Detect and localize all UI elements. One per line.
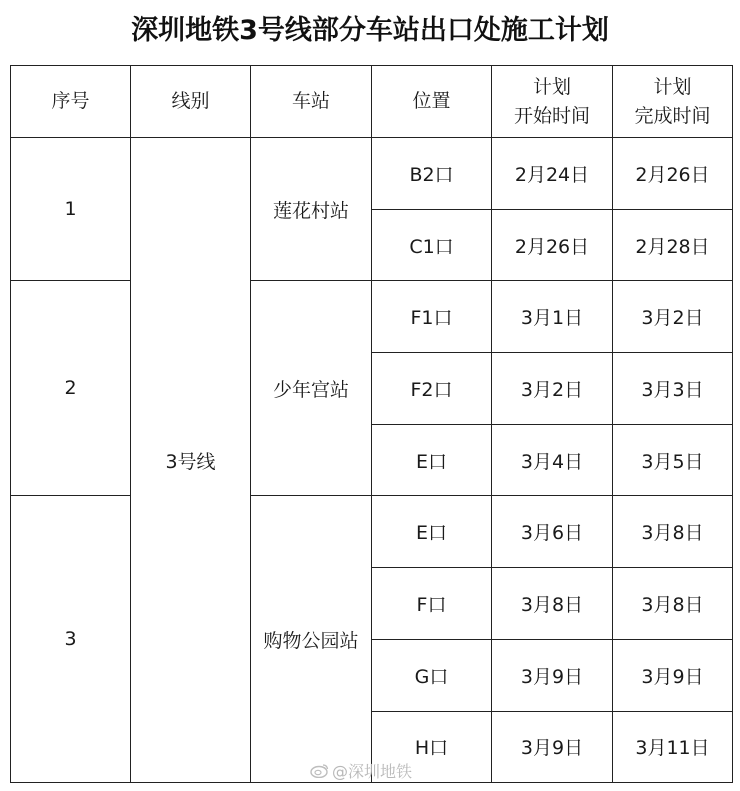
end-date-cell: 2月28日 <box>613 209 733 281</box>
station-cell: 少年宫站 <box>251 281 372 496</box>
start-date-cell: 3月6日 <box>492 496 613 568</box>
end-date-cell: 3月8日 <box>613 568 733 640</box>
header-station: 车站 <box>251 66 372 138</box>
location-cell: F1口 <box>372 281 492 353</box>
seq-cell: 1 <box>11 138 131 281</box>
start-date-cell: 3月4日 <box>492 424 613 496</box>
location-cell: G口 <box>372 639 492 711</box>
end-date-cell: 3月11日 <box>613 711 733 783</box>
location-cell: H口 <box>372 711 492 783</box>
header-planned-start <box>492 66 613 138</box>
table-row <box>11 496 733 568</box>
end-date-cell: 3月9日 <box>613 639 733 711</box>
header-seq: 序号 <box>11 66 131 138</box>
header-planned-start-line2: 开始时间 <box>513 104 590 127</box>
header-planned-end-line1: 计划 <box>653 75 692 98</box>
page-title: 深圳地铁3号线部分车站出口处施工计划 <box>131 15 609 46</box>
table-row <box>11 138 733 210</box>
weibo-watermark <box>310 761 412 784</box>
header-planned-end-line2: 完成时间 <box>634 104 711 127</box>
header-row <box>11 66 733 138</box>
line-cell: 3号线 <box>131 138 251 783</box>
start-date-cell: 3月9日 <box>492 639 613 711</box>
start-date-cell: 2月24日 <box>492 138 613 210</box>
location-cell: E口 <box>372 496 492 568</box>
location-cell: B2口 <box>372 138 492 210</box>
watermark-text: @深圳地铁 <box>332 762 413 781</box>
header-planned-start-line1: 计划 <box>532 75 571 98</box>
seq-cell: 2 <box>11 281 131 496</box>
header-line: 线别 <box>131 66 251 138</box>
end-date-cell: 3月5日 <box>613 424 733 496</box>
end-date-cell: 3月8日 <box>613 496 733 568</box>
start-date-cell: 3月1日 <box>492 281 613 353</box>
table-row <box>11 281 733 353</box>
start-date-cell: 2月26日 <box>492 209 613 281</box>
header-planned-end <box>613 66 733 138</box>
start-date-cell: 3月8日 <box>492 568 613 640</box>
header-location: 位置 <box>372 66 492 138</box>
end-date-cell: 3月2日 <box>613 281 733 353</box>
seq-cell: 3 <box>11 496 131 783</box>
construction-schedule-table <box>10 65 733 783</box>
end-date-cell: 2月26日 <box>613 138 733 210</box>
start-date-cell: 3月2日 <box>492 353 613 425</box>
station-cell: 莲花村站 <box>251 138 372 281</box>
location-cell: C1口 <box>372 209 492 281</box>
location-cell: E口 <box>372 424 492 496</box>
location-cell: F口 <box>372 568 492 640</box>
location-cell: F2口 <box>372 353 492 425</box>
station-cell: 购物公园站 <box>251 496 372 783</box>
end-date-cell: 3月3日 <box>613 353 733 425</box>
weibo-icon <box>310 762 330 784</box>
start-date-cell: 3月9日 <box>492 711 613 783</box>
